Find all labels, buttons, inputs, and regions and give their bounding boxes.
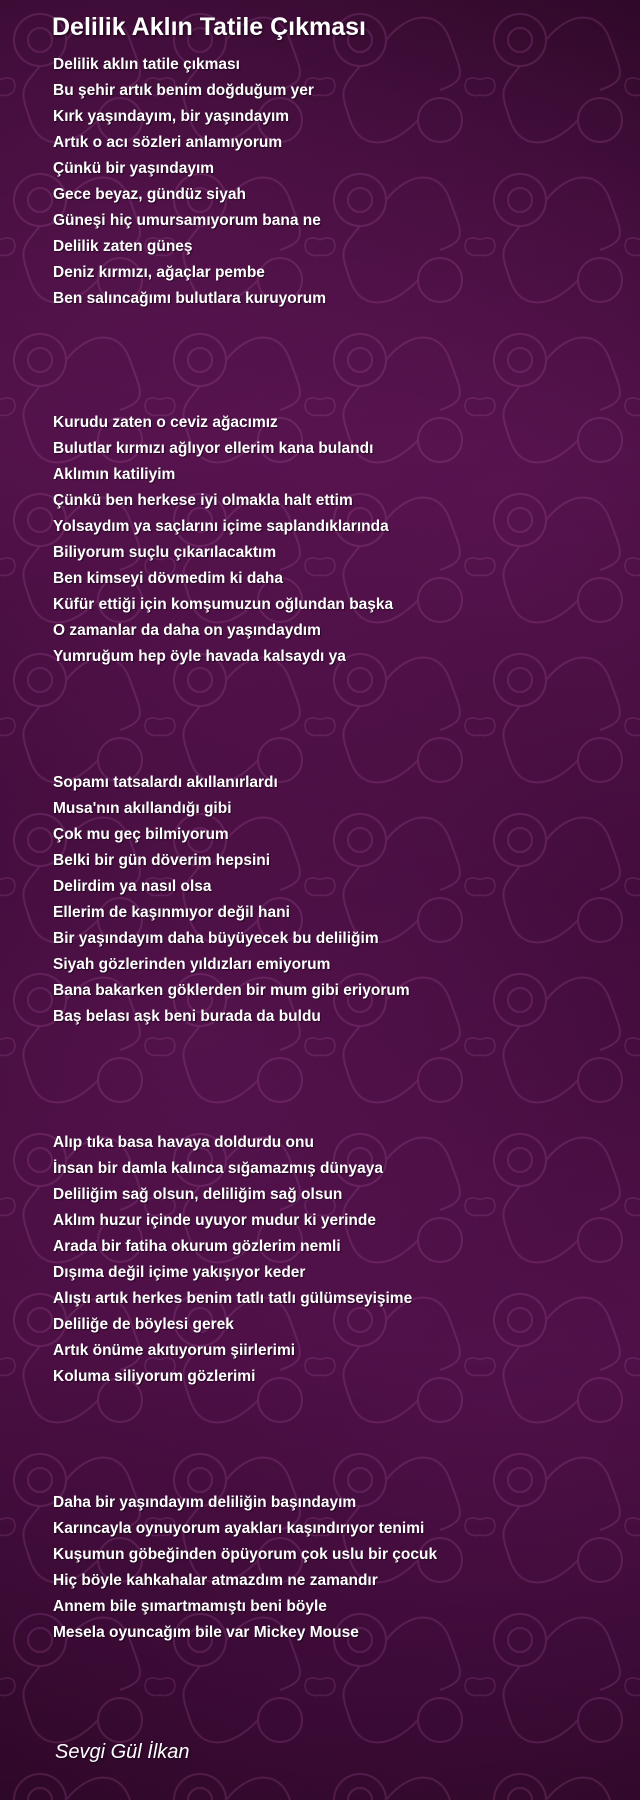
poem-line: Aklımın katiliyim: [53, 466, 176, 483]
poem-line: Deliliğim sağ olsun, deliliğim sağ olsun: [53, 1186, 343, 1203]
poem-line: Kurudu zaten o ceviz ağacımız: [53, 414, 278, 431]
poem-line: Ellerim de kaşınmıyor değil hani: [53, 904, 290, 921]
poem-line: Belki bir gün döverim hepsini: [53, 852, 271, 869]
poem-line: Delilik zaten güneş: [53, 238, 193, 255]
poem-line: Artık önüme akıtıyorum şiirlerimi: [53, 1342, 296, 1359]
poem-line: Annem bile şımartmamıştı beni böyle: [53, 1598, 327, 1615]
poem-line: Hiç böyle kahkahalar atmazdım ne zamandır: [53, 1572, 378, 1589]
poem-line: Baş belası aşk beni burada da buldu: [53, 1008, 321, 1025]
poem-line: Gece beyaz, gündüz siyah: [53, 186, 246, 203]
poem-line: Kuşumun göbeğinden öpüyorum çok uslu bir çocuk: [53, 1546, 438, 1563]
poem-line: Arada bir fatiha okurum gözlerim nemli: [53, 1238, 341, 1255]
poem-title: Delilik Aklın Tatile Çıkması: [52, 13, 367, 41]
poem-line: Kırk yaşındayım, bir yaşındayım: [53, 108, 290, 125]
stanza-4: [53, 1130, 613, 1390]
poem-line: Delilik aklın tatile çıkması: [53, 56, 240, 73]
poem-line: Bir yaşındayım daha büyüyecek bu deliliğim: [53, 930, 379, 947]
poem-line: Çünkü bir yaşındayım: [53, 160, 215, 177]
poem-line: Deliliğe de böylesi gerek: [53, 1316, 234, 1333]
poem-line: Bana bakarken göklerden bir mum gibi eriyorum: [53, 982, 410, 999]
poem-author: Sevgi Gül İlkan: [55, 1741, 190, 1763]
poem-line: Delirdim ya nasıl olsa: [53, 878, 212, 895]
poem-line: Daha bir yaşındayım deliliğin başındayım: [53, 1494, 357, 1511]
poem-line: Koluma siliyorum gözlerimi: [53, 1368, 256, 1385]
poem-line: Musa'nın akıllandığı gibi: [53, 800, 232, 817]
poem-line: Alıp tıka basa havaya doldurdu onu: [53, 1134, 314, 1151]
poem-line: Çünkü ben herkese iyi olmakla halt ettim: [53, 492, 353, 509]
poem-line: Karıncayla oynuyorum ayakları kaşındırıyor tenimi: [53, 1520, 425, 1537]
poem-line: O zamanlar da daha on yaşındaydım: [53, 622, 321, 639]
poem-line: Mesela oyuncağım bile var Mickey Mouse: [53, 1624, 359, 1641]
poem-line: Biliyorum suçlu çıkarılacaktım: [53, 544, 277, 561]
poem-line: Sopamı tatsalardı akıllanırlardı: [53, 774, 278, 791]
poem-line: Siyah gözlerinden yıldızları emiyorum: [53, 956, 331, 973]
poem-line: Bulutlar kırmızı ağlıyor ellerim kana bulandı: [53, 440, 374, 457]
poem-line: Yolsaydım ya saçlarını içime saplandıklarında: [53, 518, 389, 535]
poem-line: Ben salıncağımı bulutlara kuruyorum: [53, 290, 327, 307]
poem-line: Artık o acı sözleri anlamıyorum: [53, 134, 283, 151]
poem-line: Küfür ettiği için komşumuzun oğlundan başka: [53, 596, 394, 613]
poem-line: Aklım huzur içinde uyuyor mudur ki yerinde: [53, 1212, 376, 1229]
poem-line: Güneşi hiç umursamıyorum bana ne: [53, 212, 321, 229]
poem-line: Alıştı artık herkes benim tatlı tatlı gülümseyişime: [53, 1290, 413, 1307]
stanza-3: [53, 770, 613, 1030]
poem-line: İnsan bir damla kalınca sığamazmış dünyaya: [53, 1160, 383, 1177]
poem-line: Dışıma değil içime yakışıyor keder: [53, 1264, 306, 1281]
poem-line: Yumruğum hep öyle havada kalsaydı ya: [53, 648, 346, 665]
poem-line: Çok mu geç bilmiyorum: [53, 826, 229, 843]
stanza-2: [53, 410, 613, 670]
stanza-5: [53, 1490, 613, 1646]
stanza-1: [53, 52, 613, 312]
poem-line: Bu şehir artık benim doğduğum yer: [53, 82, 314, 99]
poem-line: Ben kimseyi dövmedim ki daha: [53, 570, 284, 587]
poem-line: Deniz kırmızı, ağaçlar pembe: [53, 264, 265, 281]
